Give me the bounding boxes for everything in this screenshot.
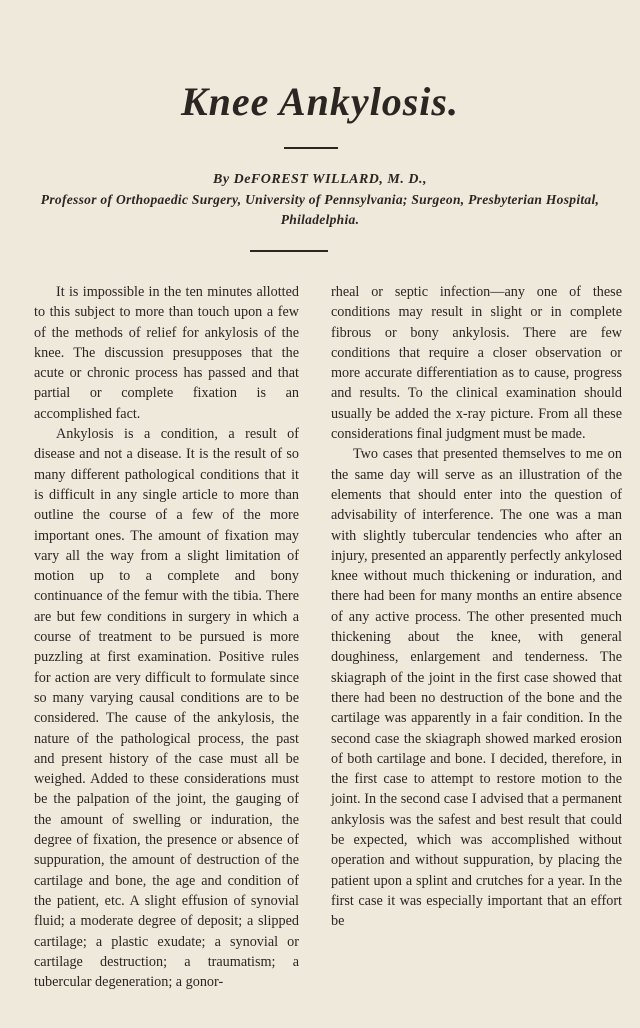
paragraph: Ankylosis is a condition, a result of disease and not a disease. It is the result of so many different pathological conditions that it is difficult in any single article to more than outline the course of a few of the more important ones. The amount of fixation may vary all the way from a slight limitation of motion up to a complete and bony continuance of the femur with the tibia. There are but few conditions in surgery in which a course of treatment to be pursued is more puzzling at first examination. Positive rules for action are very difficult to formulate since so many varying causal conditions are to be considered. The cause of the ankylosis, the nature of the pathological process, the past and present history of the case must all be weighed. Added to these considerations must be the palpation of the joint, the gauging of the amount of swelling or induration, the degree of fixation, the presence or absence of suppuration, the amount of destruction of the cartilage and bone, the age and condition of the patient, etc. A slight effusion of synovial fluid; a moderate degree of deposit; a slipped cartilage; a plastic exudate; a synovial or cartilage destruction; a traumatism; a tubercular degeneration; a gonor- — [34, 426, 299, 991]
author-affiliation: Professor of Orthopaedic Surgery, University of Pennsylvania; Surgeon, Presbyterian Hospital, Philadelphia. — [40, 192, 600, 227]
title-divider — [284, 147, 338, 149]
paragraph: It is impossible in the ten minutes allotted to this subject to more than touch upon a few of the methods of relief for ankylosis of the knee. The discussion presupposes that the acute or chronic process has passed and that partial or complete fixation is an accomplished fact. — [34, 284, 299, 422]
author-byline: By DeFOREST WILLARD, M. D., — [213, 172, 427, 187]
article-title: Knee Ankylosis. — [181, 79, 459, 124]
paragraph: rheal or septic infection—any one of these conditions may result in slight or in complete fibrous or bony ankylosis. There are few conditions that require a closer observation or more accurate differentiation as to cause, progress and results. To the clinical examination should usually be added the x-ray picture. From all these considerations final judgment must be made. — [331, 284, 622, 443]
header-divider — [250, 250, 328, 252]
paragraph: Two cases that presented themselves to me on the same day will serve as an illustration of the elements that should enter into the question of advisability of interference. The one was a man with slightly tubercular tendencies who after an injury, presented an apparently perfectly ankylosed knee without much thickening or induration, and there had been for many months an entire absence of any active process. The other presented much thickening about the knee, with general doughiness, enlargement and tenderness. The skiagraph of the joint in the first case showed that there had been no destruction of the bone and the cartilage was apparently in a fair condition. In the second case the skiagraph showed marked erosion of both cartilage and bone. I decided, therefore, in the first case to attempt to restore motion to the joint. In the second case I advised that a permanent ankylosis was the safest and best result that could be expected, which was accomplished without operation and without suppuration, by placing the patient upon a splint and crutches for a year. In the first case it was especially important that an effort be — [331, 446, 622, 930]
left-column — [34, 282, 299, 992]
right-column — [331, 282, 622, 932]
